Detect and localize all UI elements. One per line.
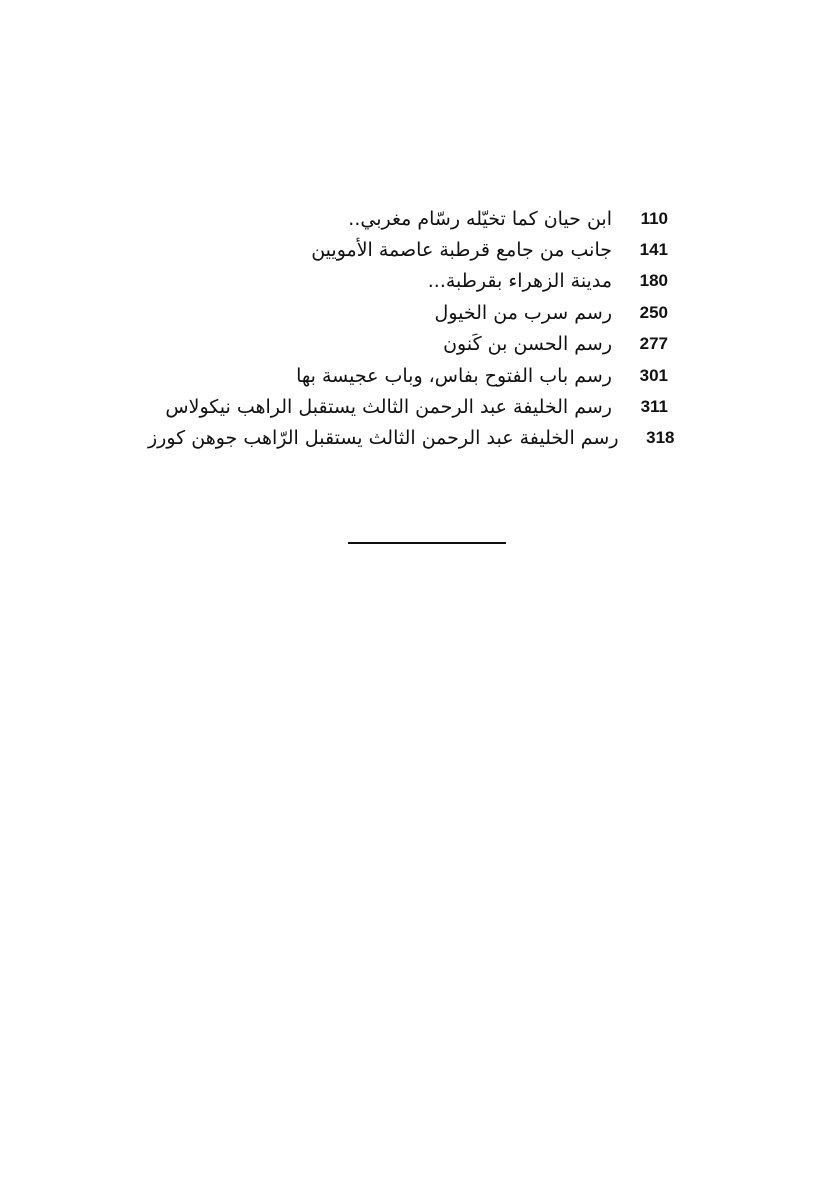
toc-entry	[148, 203, 668, 234]
toc-entry-page-number: 180	[639, 271, 668, 291]
toc-entry-page-number: 250	[639, 302, 668, 322]
toc-entry	[148, 329, 668, 360]
toc-entry	[148, 360, 668, 391]
toc-entry-page-number: 277	[639, 334, 668, 354]
toc-entry	[148, 266, 668, 297]
toc-entry-title: رسم الحسن بن كَنون	[443, 333, 612, 356]
toc-entry-title: رسم الخليفة عبد الرحمن الثالث يستقبل الراهب نيكولاس	[165, 396, 612, 419]
toc-entry-title: جانب من جامع قرطبة عاصمة الأمويين	[311, 239, 612, 262]
toc-entry-page-number: 301	[639, 365, 668, 385]
toc-entry-page-number: 141	[639, 240, 668, 260]
toc-entry	[148, 297, 668, 328]
toc-entry-page-number: 110	[640, 208, 668, 228]
section-divider	[348, 542, 506, 544]
toc-entry-title: رسم باب الفتوح بفاس، وباب عجيسة بها	[296, 364, 612, 387]
toc-entry-title: ابن حيان كما تخيّله رسّام مغربي..	[348, 207, 612, 230]
toc-entry-title: رسم سرب من الخيول	[434, 301, 612, 324]
toc-entry	[148, 234, 668, 265]
toc-entry-page-number: 318	[646, 428, 675, 448]
toc-entry	[148, 423, 675, 454]
toc-entry-title: رسم الخليفة عبد الرحمن الثالث يستقبل الرّاهب جوهن كورز	[148, 427, 619, 450]
toc-entry-title: مدينة الزهراء بقرطبة...	[427, 270, 612, 293]
illustrations-index	[148, 203, 675, 454]
toc-entry-page-number: 311	[640, 397, 668, 417]
toc-entry	[148, 391, 668, 422]
